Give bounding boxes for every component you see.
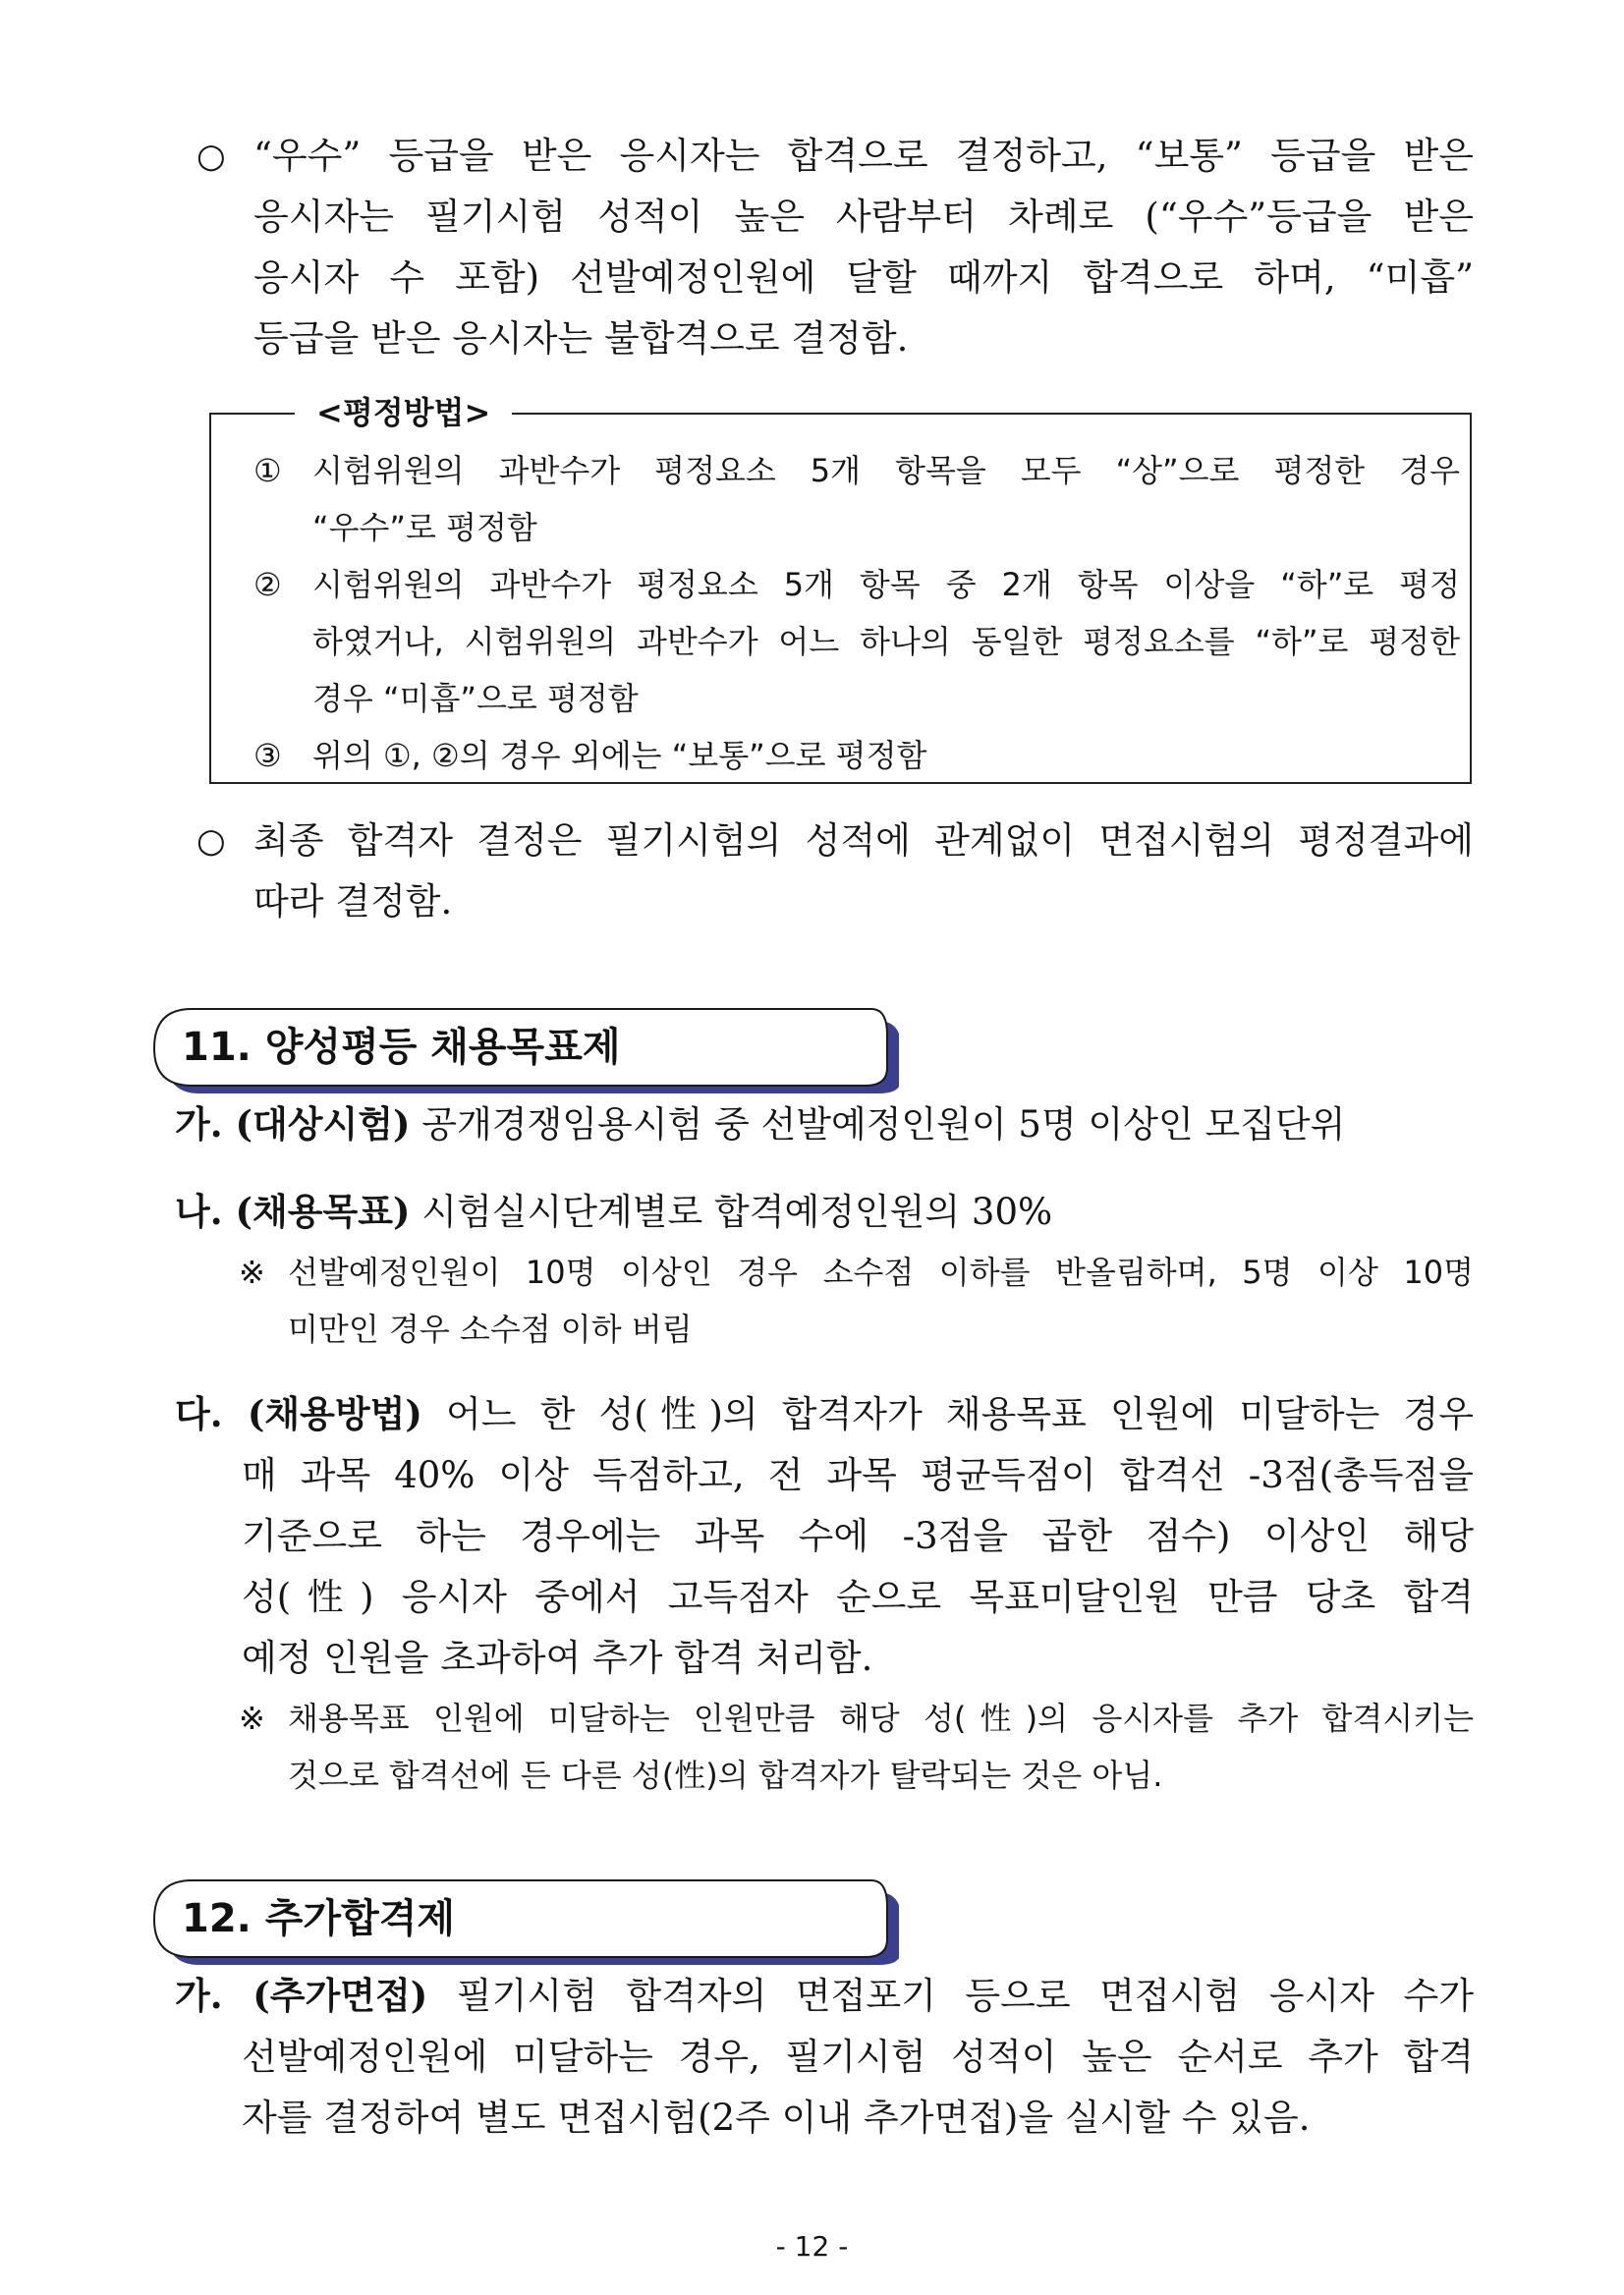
item-line: 자를 결정하여 별도 면접시험(2주 이내 추가면접)을 실시할 수 있음.	[242, 2097, 1311, 2139]
paragraph-line: “우수” 등급을 받은 응시자는 합격으로 결정하고, “보통” 등급을 받은	[253, 135, 1474, 177]
paragraph-line: 응시자는 필기시험 성적이 높은 사람부터 차례로 (“우수”등급을 받은	[253, 196, 1474, 238]
circle-bullet-icon: ○	[196, 821, 226, 861]
circled-number-3: ③	[253, 737, 282, 774]
evaluation-line: 위의 ①, ②의 경우 외에는 “보통”으로 평정함	[312, 737, 927, 774]
item-label: 다. (채용방법)	[175, 1392, 422, 1435]
item-hiring-target	[175, 1181, 1474, 1243]
evaluation-item-1	[253, 442, 1460, 556]
section-heading-12	[152, 1878, 899, 1965]
item-text: 시험실시단계별로 합격예정인원의 30%	[421, 1191, 1053, 1233]
evaluation-item-3	[253, 727, 1460, 784]
item-text: 필기시험 합격자의 면접포기 등으로 면접시험 응시자 수가	[456, 1975, 1474, 2017]
item-line: 매 과목 40% 이상 득점하고, 전 과목 평균득점이 합격선 -3점(총득점을	[242, 1454, 1474, 1496]
evaluation-line: 하였거나, 시험위원의 과반수가 어느 하나의 동일한 평정요소를 “하”로 평정한	[312, 623, 1460, 660]
note-line: 선발예정인원이 10명 이상인 경우 소수점 이하를 반올림하며, 5명 이상 10명	[288, 1254, 1474, 1291]
circled-number-1: ①	[253, 452, 282, 489]
item-hiring-method	[175, 1383, 1474, 1689]
note-line: 미만인 경우 소수점 이하 버림	[288, 1311, 693, 1348]
item-label: 가. (대상시험)	[175, 1102, 411, 1146]
item-additional-interview	[175, 1965, 1474, 2149]
section-heading-text: 12. 추가합격제	[182, 1896, 455, 1941]
evaluation-line: 시험위원의 과반수가 평정요소 5개 항목 중 2개 항목 이상을 “하”로 평정	[312, 566, 1460, 603]
evaluation-method-title: <평정방법>	[295, 393, 512, 432]
note-additional-pass	[239, 1690, 1474, 1804]
reference-mark-icon: ※	[239, 1700, 265, 1737]
item-line: 예정 인원을 초과하여 추가 합격 처리함.	[242, 1637, 873, 1679]
item-line: 성(性) 응시자 중에서 고득점자 순으로 목표미달인원 만큼 당초 합격	[242, 1576, 1474, 1618]
paragraph-line: 최종 합격자 결정은 필기시험의 성적에 관계없이 면접시험의 평정결과에	[253, 819, 1474, 862]
item-text: 공개경쟁임용시험 중 선발예정인원이 5명 이상인 모집단위	[421, 1103, 1346, 1146]
item-target-exam	[175, 1093, 1474, 1155]
paragraph-line: 따라 결정함.	[253, 880, 453, 923]
paragraph-line: 등급을 받은 응시자는 불합격으로 결정함.	[253, 317, 909, 360]
circle-bullet-icon: ○	[196, 137, 226, 176]
evaluation-item-2	[253, 556, 1460, 727]
page-number: - 12 -	[775, 2230, 849, 2263]
evaluation-line: 경우 “미흡”으로 평정함	[312, 680, 639, 717]
paragraph-line: 응시자 수 포함) 선발예정인원에 달할 때까지 합격으로 하며, “미흡”	[253, 256, 1474, 299]
item-label: 가. (추가면접)	[175, 1974, 428, 2017]
circled-number-2: ②	[253, 566, 282, 603]
item-text: 어느 한 성(性)의 합격자가 채용목표 인원에 미달하는 경우	[446, 1393, 1474, 1435]
reference-mark-icon: ※	[239, 1254, 265, 1291]
item-line: 기준으로 하는 경우에는 과목 수에 -3점을 곱한 점수) 이상인 해당	[242, 1515, 1474, 1557]
section-heading-text: 11. 양성평등 채용목표제	[182, 1025, 621, 1070]
item-line: 선발예정인원에 미달하는 경우, 필기시험 성적이 높은 순서로 추가 합격	[242, 2036, 1474, 2078]
note-line: 채용목표 인원에 미달하는 인원만큼 해당 성(性)의 응시자를 추가 합격시키는	[288, 1700, 1474, 1737]
note-rounding	[239, 1244, 1474, 1358]
section-heading-11	[152, 1007, 899, 1093]
note-line: 것으로 합격선에 든 다른 성(性)의 합격자가 탈락되는 것은 아님.	[288, 1757, 1163, 1794]
evaluation-line: “우수”로 평정함	[312, 509, 537, 546]
bullet-paragraph-pass-decision	[196, 126, 1474, 369]
bullet-paragraph-final-decision	[196, 811, 1474, 932]
evaluation-line: 시험위원의 과반수가 평정요소 5개 항목을 모두 “상”으로 평정한 경우	[312, 452, 1460, 489]
item-label: 나. (채용목표)	[175, 1190, 411, 1233]
